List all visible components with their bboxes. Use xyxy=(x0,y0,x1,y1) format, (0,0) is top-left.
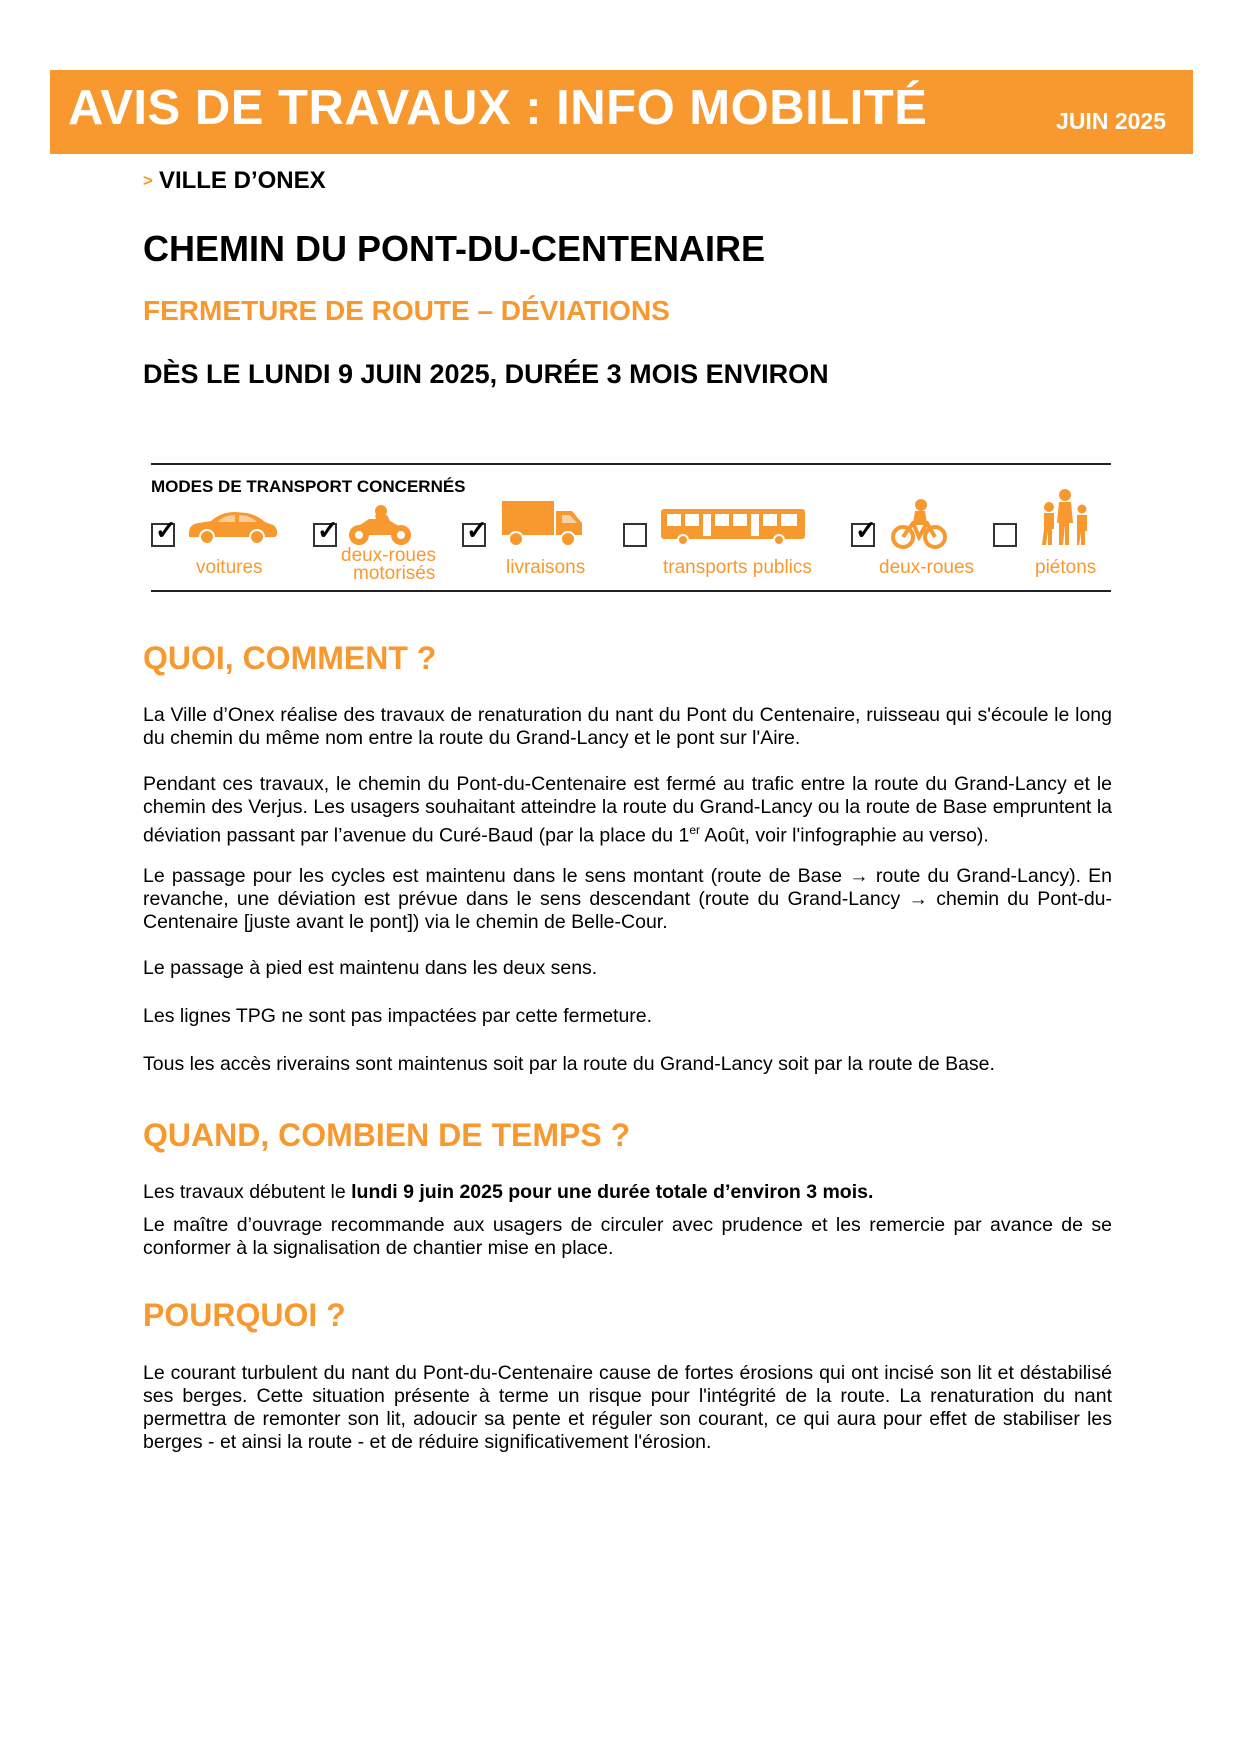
date-line: DÈS LE LUNDI 9 JUIN 2025, DURÉE 3 MOIS ENVIRON xyxy=(143,359,829,389)
paragraph-quoi-3: Le passage pour les cycles est maintenu dans le sens montant (route de Base → route du Grand-Lancy). En revanche, une déviation est prévue dans le sens descendant (route du Grand-Lancy → chemin du Pont-du-Centenaire [juste avant le pont]) via le chemin de Belle-Cour. xyxy=(143,865,1112,933)
bicycle-icon xyxy=(891,499,947,549)
check-icon: ✓ xyxy=(855,515,877,545)
closure-subtitle: FERMETURE DE ROUTE – DÉVIATIONS xyxy=(143,295,670,326)
check-icon: ✓ xyxy=(466,515,488,545)
checkbox-bicycles xyxy=(851,515,877,547)
paragraph-quoi-4: Le passage à pied est maintenu dans les deux sens. xyxy=(143,957,598,979)
check-icon: ✓ xyxy=(155,515,177,545)
paragraph-quand-1-text: Les travaux débutent le xyxy=(143,1181,352,1203)
checkbox-public-transport xyxy=(623,523,647,547)
mode-motorbikes xyxy=(313,465,453,590)
superscript: er xyxy=(689,823,701,837)
header-banner xyxy=(50,70,1193,154)
section-title-quoi: QUOI, COMMENT ? xyxy=(143,640,437,676)
mode-label-deliveries: livraisons xyxy=(506,557,586,578)
location xyxy=(143,167,326,195)
paragraph-quoi-2-text: Pendant ces travaux, le chemin du Pont-du-Centenaire est fermé au trafic entre la route du Grand-Lancy et le chemin des Verjus. Les usagers souhaitant atteindre la route du Grand-Lancy ou la route de Base empruntent la déviation passant par l’avenue du Curé-Baud (par la place du 1 xyxy=(143,773,1112,847)
section-title-quand: QUAND, COMBIEN DE TEMPS ? xyxy=(143,1117,631,1153)
paragraph-quoi-6: Tous les accès riverains sont maintenus soit par la route du Grand-Lancy soit par la route de Base. xyxy=(143,1053,995,1075)
paragraph-quoi-2 xyxy=(143,773,1112,848)
paragraph-quoi-5: Les lignes TPG ne sont pas impactées par cette fermeture. xyxy=(143,1005,653,1027)
page-title: AVIS DE TRAVAUX : INFO MOBILITÉ xyxy=(68,81,928,135)
street-title: CHEMIN DU PONT-DU-CENTENAIRE xyxy=(143,228,766,269)
mode-cars xyxy=(151,465,291,590)
checkbox-cars xyxy=(151,515,177,547)
arrow-icon: > xyxy=(143,171,153,190)
mode-label-public-transport: transports publics xyxy=(663,557,812,578)
section-title-pourquoi: POURQUOI ? xyxy=(143,1297,346,1333)
paragraph-quoi-2-end: Août, voir l'infographie au verso). xyxy=(700,824,989,847)
checkbox-deliveries xyxy=(462,515,488,547)
truck-icon xyxy=(502,501,584,547)
car-icon xyxy=(185,509,279,545)
checkbox-pedestrians xyxy=(993,523,1017,547)
mode-label-bicycles: deux-roues xyxy=(879,557,975,578)
bus-icon xyxy=(661,509,805,545)
mode-pedestrians xyxy=(993,465,1111,590)
paragraph-quand-2: Le maître d’ouvrage recommande aux usagers de circuler avec prudence et les remercie par avance de se conformer à la signalisation de chantier mise en place. xyxy=(143,1214,1112,1259)
mode-label-cars: voitures xyxy=(196,557,263,578)
transport-modes-panel xyxy=(151,463,1111,592)
check-icon: ✓ xyxy=(317,515,339,545)
mode-label-pedestrians: piétons xyxy=(1035,557,1097,578)
motorbike-icon xyxy=(347,505,413,547)
mode-bicycles xyxy=(851,465,991,590)
checkbox-motorbikes xyxy=(313,515,339,547)
publication-date: JUIN 2025 xyxy=(1056,108,1166,134)
paragraph-quand-1 xyxy=(143,1181,1112,1204)
pedestrians-icon xyxy=(1039,489,1091,547)
paragraph-quand-1-bold: lundi 9 juin 2025 pour une durée totale d’environ 3 mois. xyxy=(351,1181,874,1203)
paragraph-pourquoi-1: Le courant turbulent du nant du Pont-du-Centenaire cause de fortes érosions qui ont incisé son lit et déstabilisé ses berges. Cette situation présente à terme un risque pour l'intégrité de la route. La renaturation du nant permettra de remonter son lit, adoucir sa pente et réguler son courant, ce qui aura pour effet de stabiliser les berges - et ainsi la route - et de réduire significativement l'érosion. xyxy=(143,1362,1112,1453)
mode-deliveries xyxy=(462,465,592,590)
mode-label-motorbikes-1: deux-roues xyxy=(341,545,437,566)
location-name: VILLE D’ONEX xyxy=(158,167,326,194)
mode-public-transport xyxy=(623,465,823,590)
mode-label-motorbikes-2: motorisés xyxy=(353,563,436,584)
paragraph-quoi-1: La Ville d’Onex réalise des travaux de renaturation du nant du Pont du Centenaire, ruisseau qui s'écoule le long du chemin du même nom entre la route du Grand-Lancy et le pont sur l'Aire. xyxy=(143,704,1112,749)
modes-title: MODES DE TRANSPORT CONCERNÉS xyxy=(151,477,466,496)
